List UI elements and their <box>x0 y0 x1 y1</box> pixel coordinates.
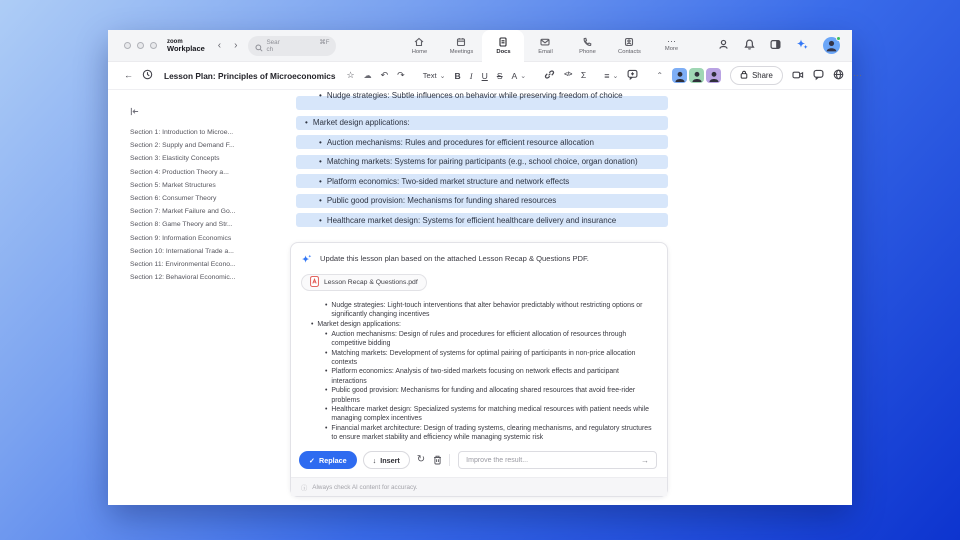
bullet: • <box>311 320 314 328</box>
window-controls <box>124 42 157 49</box>
text-style-label: Text <box>422 71 437 80</box>
underline-button[interactable]: U <box>481 70 488 81</box>
tab-contacts-label: Contacts <box>618 48 641 55</box>
ai-bullet-text: Healthcare market design: Specialized systems for matching medical resources with patient needs while managing complex incentives <box>331 406 649 423</box>
strikethrough-button[interactable]: S <box>496 70 503 81</box>
document-icon <box>498 37 508 47</box>
ai-bullet-text: Financial market architecture: Design of trading systems, clearing mechanisms, and regulatory structures to ensure market stability and efficiency while managing systemic risk <box>331 425 652 442</box>
document-toolbar <box>108 62 862 90</box>
link-icon[interactable] <box>544 69 555 82</box>
sidebar-item-section-5[interactable]: Section 5: Market Structures <box>130 181 216 189</box>
improve-result-input[interactable] <box>466 457 641 464</box>
contacts-icon <box>624 37 634 47</box>
ai-bullet-text: Nudge strategies: Light-touch interventions that alter behavior predictably without restricting options or significantly changing incentives <box>331 302 643 319</box>
side-panel-toggle-icon[interactable] <box>770 37 781 55</box>
search-shortcut-hint: ⌘F <box>319 38 330 46</box>
ai-bullet <box>325 330 653 348</box>
doc-line-text: Public good provision: Mechanisms for funding shared resources <box>326 196 557 205</box>
tab-email[interactable] <box>524 30 566 62</box>
bullet: • <box>305 118 308 127</box>
ai-bullet <box>325 367 653 385</box>
chat-icon[interactable] <box>813 69 824 82</box>
doc-line-text: Nudge strategies: Subtle influences on behavior while preserving freedom of choice <box>326 91 623 100</box>
app-top-bar <box>108 30 852 62</box>
collaborator-avatar <box>706 68 721 83</box>
sidebar-item-section-3[interactable]: Section 3: Elasticity Concepts <box>130 155 220 163</box>
bullet: • <box>319 137 322 147</box>
share-button[interactable] <box>730 66 783 85</box>
code-icon[interactable]: </> <box>564 71 572 79</box>
italic-button[interactable]: I <box>469 70 473 81</box>
toolbar-more-icon[interactable]: ⋯ <box>852 70 862 80</box>
comment-icon[interactable] <box>627 69 638 82</box>
ai-bullet-text: Market design applications: <box>317 320 401 328</box>
back-button[interactable]: ← <box>124 70 133 80</box>
ai-result-list <box>291 292 667 443</box>
submit-arrow-icon[interactable]: → <box>641 455 649 465</box>
bullet: • <box>319 157 322 166</box>
ai-prompt-row <box>291 243 667 267</box>
search-placeholder: Search <box>266 38 280 53</box>
divider <box>449 454 450 466</box>
trash-icon <box>433 455 442 465</box>
document-body <box>108 90 852 505</box>
tab-email-label: Email <box>538 48 553 55</box>
attachment-filename: Lesson Recap & Questions.pdf <box>324 279 418 286</box>
sidebar-item-section-2[interactable]: Section 2: Supply and Demand F... <box>130 142 235 150</box>
bullet: • <box>325 302 328 309</box>
bullet: • <box>325 330 328 338</box>
bullet: • <box>325 425 328 433</box>
sidebar-item-section-4[interactable]: Section 4: Production Theory a... <box>130 168 229 176</box>
global-search-input[interactable] <box>248 36 336 56</box>
refresh-icon: ↻ <box>416 454 426 466</box>
ai-bullet <box>325 301 653 319</box>
window-zoom-button[interactable] <box>150 42 157 49</box>
sidebar-item-section-6[interactable]: Section 6: Consumer Theory <box>130 195 217 203</box>
bold-button[interactable]: B <box>454 70 461 81</box>
history-navigation <box>218 40 238 51</box>
collaborator-avatars <box>672 68 721 83</box>
more-dots-icon: ⋯ <box>666 36 676 46</box>
bullet: • <box>319 176 322 186</box>
collapse-toolbar-icon[interactable]: ⌃ <box>656 70 664 80</box>
ai-action-bar <box>291 443 667 469</box>
insert-label: Insert <box>380 455 400 465</box>
tab-home-label: Home <box>411 48 428 55</box>
insert-button[interactable] <box>363 451 410 469</box>
doc-line[interactable] <box>296 135 668 149</box>
document-content <box>288 90 688 497</box>
logo-text-workplace: Workplace <box>167 43 205 53</box>
collapse-sidebar-icon[interactable] <box>130 103 288 121</box>
tab-meetings[interactable] <box>440 30 482 62</box>
tab-home[interactable] <box>398 30 440 62</box>
text-color-label: A <box>511 70 518 81</box>
text-color-dropdown[interactable] <box>512 71 527 81</box>
sidebar-item-section-11[interactable]: Section 11: Environmental Econo... <box>130 261 236 269</box>
ai-bullet-text: Matching markets: Development of systems for optimal pairing of participants in non-price allocation contexts <box>331 349 636 366</box>
home-icon <box>414 37 424 47</box>
main-nav-tabs <box>398 30 692 62</box>
ai-bullet <box>325 405 653 423</box>
sidebar-item-section-7[interactable]: Section 7: Market Failure and Go... <box>130 208 236 216</box>
info-icon: ⓘ <box>301 484 308 492</box>
tab-phone[interactable] <box>566 30 608 62</box>
ai-sparkle-icon <box>301 254 312 267</box>
bullet: • <box>325 387 328 395</box>
sidebar-item-section-10[interactable]: Section 10: International Trade a... <box>130 247 234 255</box>
zoom-workplace-logo <box>167 39 205 53</box>
sidebar-item-section-12[interactable]: Section 12: Behavioral Economic... <box>130 274 236 282</box>
formula-sigma-icon[interactable]: Σ <box>580 70 587 81</box>
pdf-icon <box>310 276 319 289</box>
video-camera-icon[interactable] <box>792 70 804 82</box>
notifications-bell-icon[interactable] <box>744 37 755 55</box>
text-style-dropdown[interactable] <box>423 71 446 80</box>
tab-docs-label: Docs <box>496 49 511 55</box>
ai-bullet-text: Auction mechanisms: Design of rules and procedures for efficient allocation of resources through competitive bidding <box>331 330 627 347</box>
sidebar-item-section-8[interactable]: Section 8: Game Theory and Str... <box>130 221 233 229</box>
tab-phone-label: Phone <box>579 48 596 55</box>
chevron-down-icon: ⌄ <box>612 72 619 80</box>
search-icon <box>255 39 263 57</box>
list-format-dropdown[interactable] <box>604 71 618 81</box>
doc-line[interactable] <box>296 116 668 130</box>
ai-companion-icon[interactable] <box>796 37 808 55</box>
redo-button[interactable]: ↷ <box>397 70 405 80</box>
document-title[interactable]: Lesson Plan: Principles of Microeconomics <box>164 70 336 81</box>
attachment-chip[interactable] <box>301 274 427 291</box>
doc-line[interactable] <box>296 174 668 188</box>
tab-docs[interactable] <box>482 30 524 63</box>
globe-icon[interactable] <box>833 69 844 82</box>
zoom-workplace-window <box>108 30 862 505</box>
improve-input-wrapper <box>458 451 657 469</box>
nav-back-button[interactable]: ‹ <box>217 40 222 51</box>
sidebar-item-section-9[interactable]: Section 9: Information Economics <box>130 234 232 242</box>
history-icon[interactable] <box>142 69 153 82</box>
doc-line[interactable] <box>296 213 668 227</box>
calendar-icon <box>456 37 466 47</box>
top-bar-right-icons <box>718 37 840 55</box>
sidebar-item-section-1[interactable]: Section 1: Introduction to Microe... <box>130 129 234 136</box>
account-icon[interactable] <box>718 37 729 55</box>
ai-disclaimer-text: Always check AI content for accuracy. <box>312 483 418 491</box>
bullet: • <box>319 91 322 100</box>
bullet: • <box>319 215 322 225</box>
doc-line-text: Auction mechanisms: Rules and procedures for efficient resource allocation <box>326 137 594 147</box>
doc-line-text: Matching markets: Systems for pairing participants (e.g., school choice, organ donation) <box>326 157 638 166</box>
logo-text-zoom: zoom <box>167 38 183 45</box>
envelope-icon <box>540 37 550 47</box>
doc-line-text: Healthcare market design: Systems for efficient healthcare delivery and insurance <box>326 215 617 225</box>
favorite-star-icon[interactable]: ☆ <box>346 70 355 80</box>
ai-bullet <box>325 349 653 367</box>
doc-line-text: Platform economics: Two-sided market structure and network effects <box>326 176 570 186</box>
cloud-sync-icon[interactable]: ☁ <box>363 70 372 80</box>
doc-line-text: Market design applications: <box>312 118 410 127</box>
ai-bullet <box>325 386 653 404</box>
bullet: • <box>319 196 322 205</box>
collaborator-avatar <box>672 68 687 83</box>
bullet: • <box>325 349 328 357</box>
ai-prompt-text: Update this lesson plan based on the attached Lesson Recap & Questions PDF. <box>320 254 589 263</box>
nav-forward-button[interactable]: › <box>234 40 238 51</box>
list-icon: ≡ <box>604 70 610 81</box>
tab-more[interactable] <box>650 30 692 62</box>
ai-disclaimer-bar <box>291 477 667 496</box>
ai-companion-panel <box>290 242 668 497</box>
doc-line[interactable] <box>296 91 668 110</box>
arrow-down-icon: ↓ <box>372 455 377 465</box>
delete-result-button[interactable] <box>432 455 443 465</box>
ai-bullet <box>325 424 653 442</box>
bullet: • <box>325 368 328 376</box>
window-close-button[interactable] <box>124 42 131 49</box>
highlighted-doc-lines <box>296 91 668 227</box>
replace-label: Replace <box>319 455 347 465</box>
tab-contacts[interactable] <box>608 30 650 62</box>
bullet: • <box>325 406 328 414</box>
doc-line[interactable] <box>296 194 668 208</box>
tab-meetings-label: Meetings <box>449 48 474 55</box>
check-icon: ✓ <box>309 455 316 465</box>
chevron-down-icon: ⌄ <box>439 72 446 80</box>
replace-button[interactable] <box>299 451 357 469</box>
share-label: Share <box>752 71 773 80</box>
undo-button[interactable]: ↶ <box>380 70 389 80</box>
window-minimize-button[interactable] <box>137 42 144 49</box>
online-status-dot <box>836 36 841 41</box>
user-avatar[interactable] <box>823 37 840 54</box>
ai-bullet <box>311 320 653 329</box>
tab-more-label: More <box>664 46 679 52</box>
ai-bullet-text: Platform economics: Analysis of two-sided markets focusing on network effects and participant interactions <box>331 368 619 385</box>
regenerate-button[interactable] <box>416 455 426 465</box>
lock-icon <box>740 70 748 81</box>
ai-bullet-text: Public good provision: Mechanisms for funding and allocating shared resources that avoid free-rider problems <box>331 387 636 404</box>
doc-line[interactable] <box>296 155 668 169</box>
chevron-down-icon: ⌄ <box>520 72 527 80</box>
outline-sidebar <box>108 90 288 505</box>
collaborator-avatar <box>689 68 704 83</box>
phone-icon <box>582 37 592 47</box>
